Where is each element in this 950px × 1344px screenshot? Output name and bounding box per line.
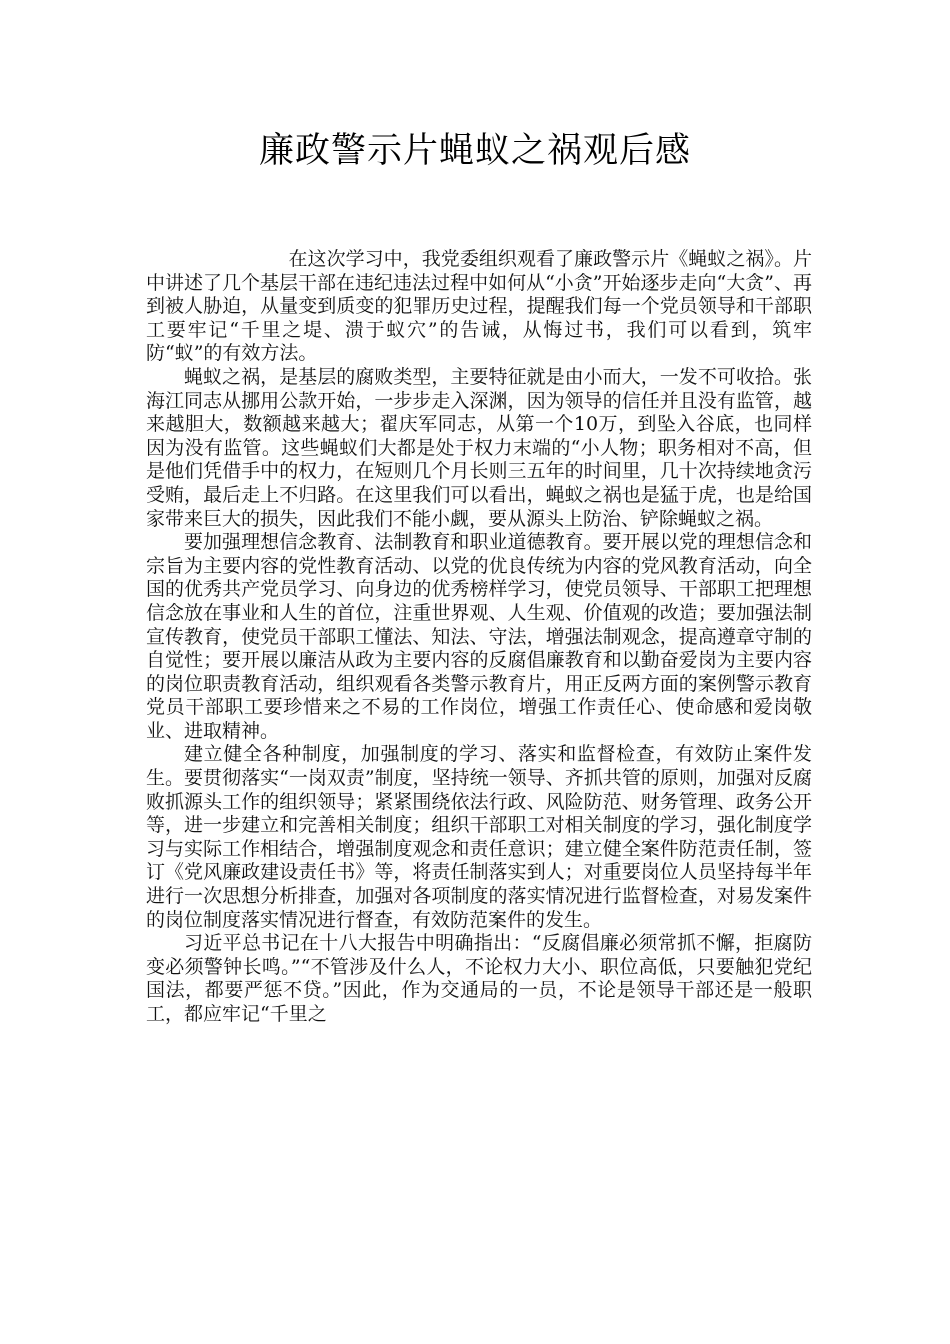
paragraph-4: 建立健全各种制度，加强制度的学习、落实和监督检查，有效防止案件发生。要贯彻落实“一岗双责”制度，坚持统一领导、齐抓共管的原则，加强对反腐败抓源头工作的组织领导；紧紧围绕依法行政、风险防范、财务管理、政务公开等，进一步建立和完善相关制度；组织干部职工对相关制度的学习，强化制度学习与实际工作相结合，增强制度观念和责任意识；建立健全案件防范责任制，签订《党风廉政建设责任书》等，将责任制落实到人；对重要岗位人员坚持每半年进行一次思想分析排查，加强对各项制度的落实情况进行监督检查，对易发案件的岗位制度落实情况进行督查，有效防范案件的发生。 (146, 743, 812, 931)
paragraph-3: 要加强理想信念教育、法制教育和职业道德教育。要开展以党的理想信念和宗旨为主要内容的党性教育活动、以党的优良传统为内容的党风教育活动，向全国的优秀共产党员学习、向身边的优秀榜样学习，使党员领导、干部职工把理想信念放在事业和人生的首位，注重世界观、人生观、价值观的改造；要加强法制宣传教育，使党员干部职工懂法、知法、守法，增强法制观念，提高遵章守制的自觉性；要开展以廉洁从政为主要内容的反腐倡廉教育和以勤奋爱岗为主要内容的岗位职责教育活动，组织观看各类警示教育片，用正反两方面的案例警示教育党员干部职工要珍惜来之不易的工作岗位，增强工作责任心、使命感和爱岗敬业、进取精神。 (146, 531, 812, 742)
document-title: 廉政警示片蝇蚁之祸观后感 (258, 131, 691, 171)
paragraph-5: 习近平总书记在十八大报告中明确指出：“反腐倡廉必须常抓不懈，拒腐防变必须警钟长鸣。”“不管涉及什么人，不论权力大小、职位高低，只要触犯党纪国法，都要严惩不贷。”因此，作为交通局的一员，不论是领导干部还是一般职工，都应牢记“千里之 (146, 932, 812, 1025)
document-body (146, 248, 812, 1027)
paragraph-1: 在这次学习中，我党委组织观看了廉政警示片《蝇蚁之祸》。片中讲述了几个基层干部在违纪违法过程中如何从“小贪”开始逐步走向“大贪”、再到被人胁迫，从量变到质变的犯罪历史过程，提醒我们每一个党员领导和干部职工要牢记“千里之堤、溃于蚁穴”的告诫，从悔过书，我们可以看到，筑牢防“蚁”的有效方法。 (146, 248, 812, 365)
paragraph-2: 蝇蚁之祸，是基层的腐败类型，主要特征就是由小而大，一发不可收拾。张海江同志从挪用公款开始，一步步走入深渊，因为领导的信任并且没有监管，越来越胆大，数额越来越大；翟庆军同志，从第一个10万，到坠入谷底，也同样因为没有监管。这些蝇蚁们大都是处于权力末端的“小人物；职务相对不高，但是他们凭借手中的权力，在短则几个月长则三五年的时间里，几十次持续地贪污受贿，最后走上不归路。在这里我们可以看出，蝇蚁之祸也是猛于虎，也是给国家带来巨大的损失，因此我们不能小觑，要从源头上防治、铲除蝇蚁之祸。 (146, 365, 812, 530)
